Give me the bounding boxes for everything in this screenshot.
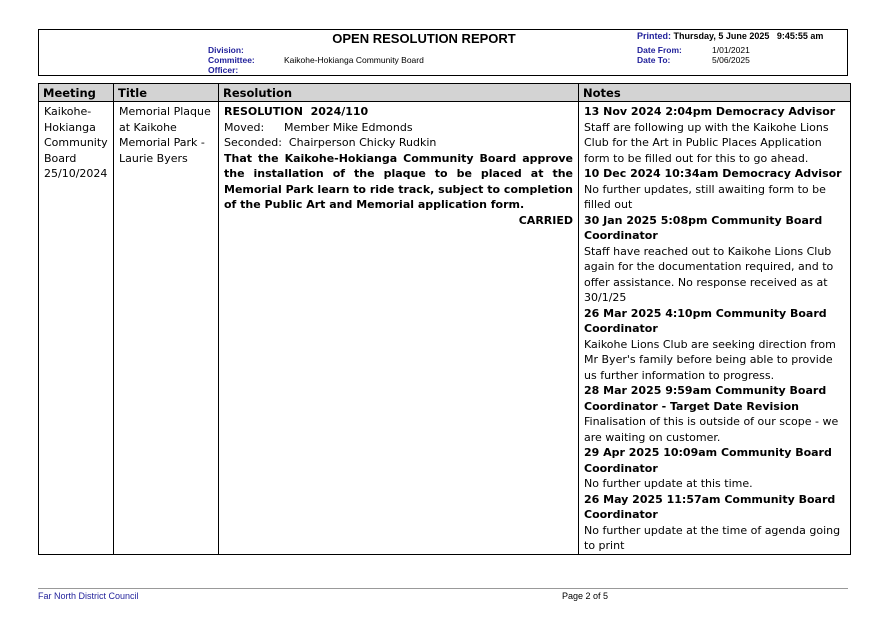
title-line: at Kaikohe: [119, 120, 177, 134]
header-resolution: Resolution: [219, 84, 579, 102]
meeting-date: 25/10/2024: [44, 167, 108, 180]
note-text: Staff are following up with the Kaikohe Lions Club for the Art in Public Places Application form to be filled out for this to go ahead.: [584, 120, 829, 165]
note-heading: 26 Mar 2025 4:10pm Community Board Coordinator: [584, 306, 827, 335]
committee-value: Kaikohe-Hokianga Community Board: [284, 55, 424, 65]
note-text: No further updates, still awaiting form to be filled out: [584, 182, 826, 211]
resolution-text: That the Kaikohe-Hokianga Community Board approve the installation of the plaque to be placed at the Memorial Park learn to ride track, subject to completion of the Public Art and Memorial application form.: [224, 151, 573, 211]
title-cell: [114, 102, 219, 555]
header-notes: Notes: [579, 84, 851, 102]
moved-value: Member Mike Edmonds: [284, 120, 413, 134]
footer-org: Far North District Council: [38, 591, 139, 601]
date-from-value: 1/01/2021: [712, 45, 750, 55]
printed-label: Printed:: [637, 31, 672, 41]
note-text: Finalisation of this is outside of our scope - we are waiting on customer.: [584, 415, 839, 444]
moved-label: Moved:: [224, 120, 265, 134]
meeting-line: Community: [44, 136, 108, 149]
title-line: Laurie Byers: [119, 151, 188, 165]
officer-label: Officer:: [208, 65, 239, 75]
report-title: OPEN RESOLUTION REPORT: [332, 31, 516, 46]
title-line: Memorial Park -: [119, 136, 205, 149]
header-title: Title: [114, 84, 219, 102]
note-heading: 13 Nov 2024 2:04pm Democracy Advisor: [584, 105, 836, 118]
moved-line: [224, 120, 573, 136]
note-text: No further update at this time.: [584, 477, 753, 490]
table-header-row: [39, 84, 851, 102]
note-text: No further update at the time of agenda going to print: [584, 523, 841, 552]
division-label: Division:: [208, 45, 244, 55]
printed-info: [637, 31, 823, 41]
table-row: [39, 102, 851, 555]
committee-label: Committee:: [208, 55, 255, 65]
date-to-label: Date To:: [637, 55, 671, 65]
note-heading: 10 Dec 2024 10:34am Democracy Advisor: [584, 167, 842, 180]
notes-cell: [579, 102, 851, 555]
meeting-line: Kaikohe-: [44, 105, 92, 118]
header-meeting: Meeting: [39, 84, 114, 102]
title-line: Memorial Plaque: [119, 105, 211, 118]
report-header: [38, 29, 848, 76]
note-heading: 28 Mar 2025 9:59am Community Board Coordinator - Target Date Revision: [584, 384, 827, 413]
meeting-line: Hokianga: [44, 120, 96, 134]
note-heading: 29 Apr 2025 10:09am Community Board Coordinator: [584, 446, 832, 475]
seconded-line: Seconded: Chairperson Chicky Rudkin: [224, 136, 437, 149]
printed-value: Thursday, 5 June 2025 9:45:55 am: [673, 31, 824, 41]
note-text: Kaikohe Lions Club are seeking direction from Mr Byer's family before being able to provide us further information to progress.: [584, 337, 836, 382]
resolution-status: CARRIED: [518, 213, 573, 227]
note-heading: 30 Jan 2025 5:08pm Community Board Coordinator: [584, 213, 823, 242]
resolution-number: RESOLUTION 2024/110: [224, 105, 369, 118]
meeting-cell: [39, 102, 114, 555]
resolution-table: [38, 83, 851, 555]
resolution-cell: [219, 102, 579, 555]
note-text: Staff have reached out to Kaikohe Lions Club again for the documentation required, and to offer assistance. No response received as at 30/1/25: [584, 244, 834, 304]
note-heading: 26 May 2025 11:57am Community Board Coordinator: [584, 492, 836, 521]
date-to-value: 5/06/2025: [712, 55, 750, 65]
footer-page-number: Page 2 of 5: [562, 591, 609, 601]
footer-divider: [38, 588, 848, 589]
meeting-line: Board: [44, 151, 77, 165]
date-from-label: Date From:: [637, 45, 682, 55]
